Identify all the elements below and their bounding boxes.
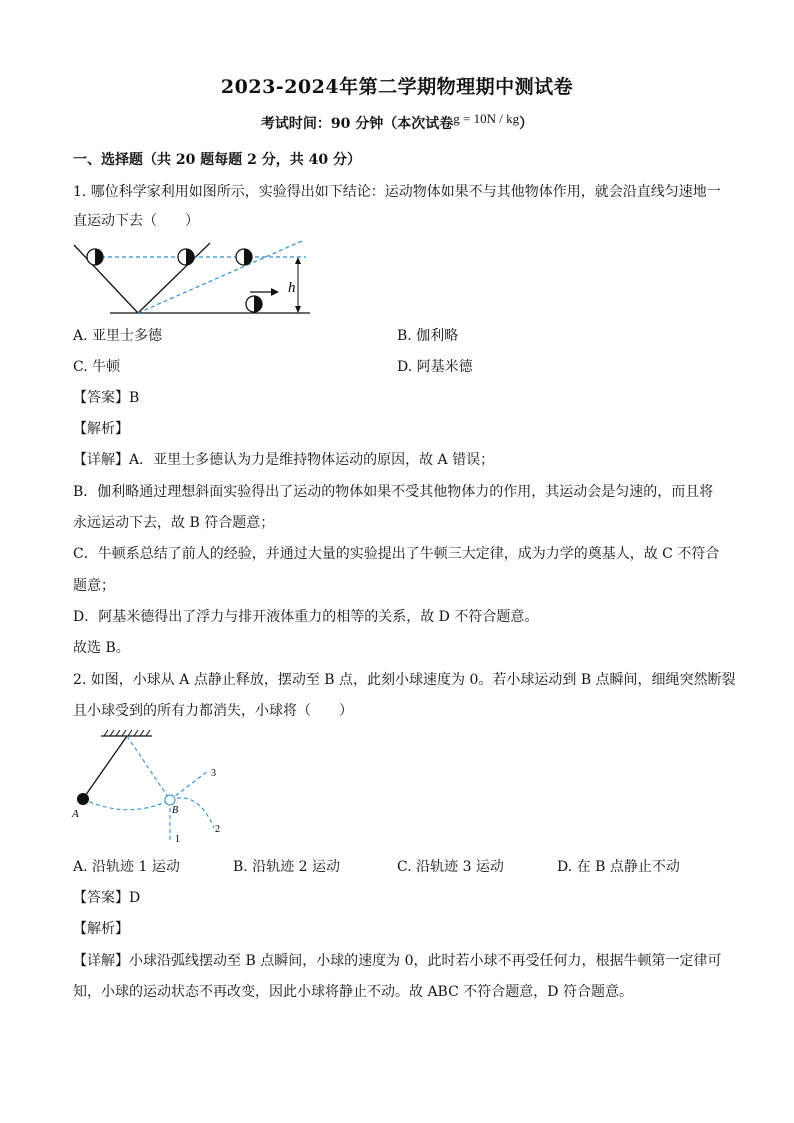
point-b [165, 795, 175, 805]
ball-middle [178, 249, 194, 265]
exam-title: 2023-2024年第二学期物理期中测试卷 [220, 76, 574, 98]
h-arrow-bottom [295, 306, 301, 313]
q1-analysis-label: 【解析】 [73, 421, 129, 437]
q2-detail-2: 知，小球的运动状态不再改变，因此小球将静止不动。故 ABC 不符合题意，D 符合题意。 [73, 984, 633, 1000]
ball-a [77, 793, 89, 805]
h-arrow-top [295, 257, 301, 264]
label-3: 3 [211, 768, 216, 779]
q2-option-a: A. 沿轨迹 1 运动 [73, 859, 180, 875]
ball-rolling [246, 296, 262, 312]
label-a: A [72, 808, 79, 820]
q1-detail-1: 【详解】A．亚里士多德认为力是维持物体运动的原因，故 A 错误； [73, 452, 495, 468]
q1-incline-figure [70, 240, 320, 320]
swing-arc [83, 799, 170, 810]
q1-detail-3a: C．牛顿系总结了前人的经验，并通过大量的实验提出了牛顿三大定律，成为力学的奠基人，故 C 不符合 [73, 546, 720, 562]
q2-analysis-label: 【解析】 [73, 921, 129, 937]
label-1: 1 [175, 834, 180, 845]
pendulum-string [83, 736, 127, 799]
q2-stem-line2: 且小球受到的所有力都消失，小球将（ ） [73, 703, 353, 719]
q2-option-c: C. 沿轨迹 3 运动 [397, 859, 504, 875]
q1-detail-3b: 题意； [73, 578, 115, 594]
q1-answer: 【答案】B [73, 390, 140, 406]
q1-detail-4: D．阿基米德得出了浮力与排开液体重力的相等的关系，故 D 不符合题意。 [73, 609, 539, 625]
q2-option-d: D. 在 B 点静止不动 [557, 859, 680, 875]
ball-right [236, 249, 252, 265]
exam-subtitle [0, 113, 794, 133]
section-heading: 一、选择题（共 20 题每题 2 分，共 40 分） [73, 152, 361, 168]
gravity-formula: g = 10N / kg [453, 111, 520, 126]
q1-conclusion: 故选 B。 [73, 640, 130, 656]
q2-detail-1: 【详解】小球沿弧线摆动至 B 点瞬间，小球的速度为 0，此时若小球不再受任何力，根据牛顿第一定律可 [73, 953, 722, 969]
q1-detail-2a: B．伽利略通过理想斜面实验得出了运动的物体如果不受其他物体力的作用，其运动会是匀速的，而且将 [73, 484, 714, 500]
label-2: 2 [215, 824, 220, 835]
string-to-b-dashed [127, 736, 170, 800]
q1-option-b: B. 伽利略 [397, 328, 459, 344]
q1-option-d: D. 阿基米德 [397, 359, 473, 375]
trajectory-3 [170, 771, 208, 800]
q1-option-a: A. 亚里士多德 [73, 328, 163, 344]
q1-option-c: C. 牛顿 [73, 359, 121, 375]
label-b: B [172, 805, 179, 816]
q2-answer: 【答案】D [73, 890, 141, 906]
subtitle-close: ） [519, 116, 534, 132]
subtitle-text: 考试时间：90 分钟（本次试卷 [260, 116, 454, 132]
low-incline-dashed [138, 241, 302, 313]
q2-option-b: B. 沿轨迹 2 运动 [233, 859, 340, 875]
q1-detail-2b: 永远运动下去，故 B 符合题意； [73, 515, 275, 531]
ceiling-hatch [104, 730, 150, 736]
motion-arrow-head [271, 288, 279, 296]
q1-stem-line1: 1. 哪位科学家利用如图所示，实验得出如下结论：运动物体如果不与其他物体作用，就会沿直线匀速地一 [73, 184, 721, 200]
q2-stem-line1: 2. 如图，小球从 A 点静止释放，摆动至 B 点，此刻小球速度为 0。若小球运动到 B 点瞬间，细绳突然断裂 [73, 672, 736, 688]
ball-left [87, 249, 103, 265]
right-ramp-steep [138, 243, 210, 313]
q1-stem-line2: 直运动下去（ ） [73, 213, 199, 229]
h-label: h [288, 280, 296, 296]
q2-pendulum-figure [68, 728, 238, 848]
left-ramp [74, 245, 138, 313]
